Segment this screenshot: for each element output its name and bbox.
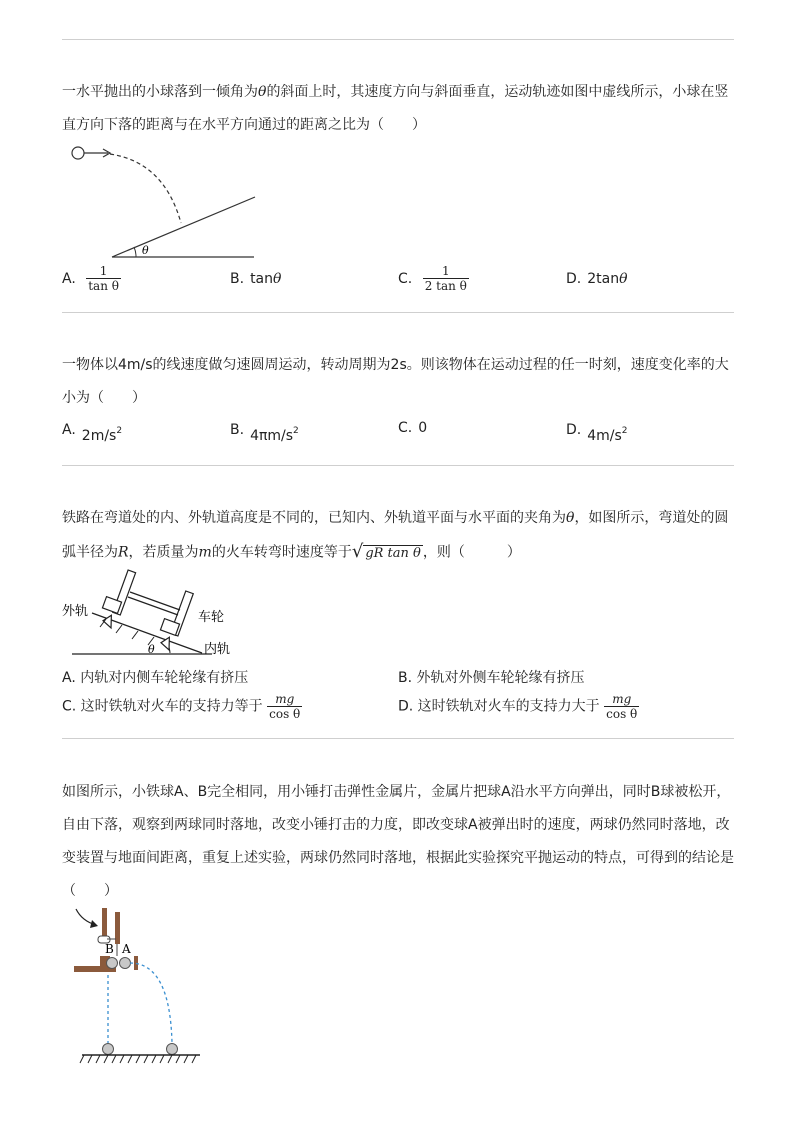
label-a: A: [122, 942, 131, 956]
q2-option-b[interactable]: B. $4\pi m/s^2$: [230, 422, 299, 444]
q4-apparatus-figure: [62, 903, 212, 1068]
angle-label: θ: [142, 244, 149, 257]
q3-option-c[interactable]: C. 这时铁轨对火车的支持力等于 $\frac{mg}{\text{cos θ}}$: [62, 692, 301, 721]
q2-option-c[interactable]: C. 0: [398, 420, 428, 436]
q1-option-d[interactable]: D. 2tanθ: [566, 271, 628, 287]
angle-arc: [134, 247, 136, 257]
q2-option-a[interactable]: A. $2m/s^2$: [62, 422, 123, 444]
q1-option-a[interactable]: A. $\frac{1}{\text{tan θ}}$: [62, 264, 119, 293]
projectile-path: [130, 963, 172, 1043]
q3-option-d[interactable]: D. 这时铁轨对火车的支持力大于 $\frac{mg}{\text{cos θ}}$: [398, 692, 638, 721]
q2-option-d[interactable]: D. $4m/s^2$: [566, 422, 628, 444]
sqrt-expression: √ gR tan θ: [351, 541, 421, 562]
trajectory-dashed: [110, 154, 181, 223]
divider-top: [62, 39, 734, 40]
label-b: B: [105, 942, 114, 956]
divider-3: [62, 738, 734, 739]
ball-a: [120, 958, 131, 969]
q3-stem: 铁路在弯道处的内、外轨道高度是不同的，已知内、外轨道平面与水平面的夹角为θ，如图所示，弯道处的圆弧半径为R，若质量为m的火车转弯时速度等于√ gR tan θ ，则（ ）: [62, 502, 737, 570]
divider-2: [62, 465, 734, 466]
inner-rail-label: 内轨: [204, 642, 231, 657]
fraction: $\frac{mg}{\text{cos θ}}$: [269, 692, 301, 721]
fraction: $\frac{mg}{\text{cos θ}}$: [606, 692, 638, 721]
q1-stem: 一水平抛出的小球落到一倾角为θ的斜面上时，其速度方向与斜面垂直，运动轨迹如图中虚线所示，小球在竖直方向下落的距离与在水平方向通过的距离之比为（ ）: [62, 84, 729, 133]
divider-1: [62, 312, 734, 313]
q1-incline-figure: [62, 140, 272, 265]
q2-stem: 一物体以4m/s的线速度做匀速圆周运动，转动周期为2s。则该物体在运动过程的任一时刻，速度变化率的大小为（ ）: [62, 357, 729, 406]
q3-rail-figure: [62, 565, 252, 660]
incline-line: [112, 197, 255, 257]
q1-option-b[interactable]: B. tanθ: [230, 271, 282, 287]
q3-option-a[interactable]: A. 内轨对内侧车轮轮缘有挤压: [62, 670, 249, 686]
fraction: $\frac{1}{\text{2 tan θ}}$: [424, 264, 467, 293]
ball: [72, 147, 84, 159]
wheel-label: 车轮: [198, 610, 225, 625]
q3-option-b[interactable]: B. 外轨对外侧车轮轮缘有挤压: [398, 670, 585, 686]
fraction: $\frac{1}{\text{tan θ}}$: [88, 264, 119, 293]
ball-b: [107, 958, 118, 969]
q4-stem: 如图所示，小铁球A、B完全相同，用小锤打击弹性金属片，金属片把球A沿水平方向弹出，同时B球被松开，自由下落，观察到两球同时落地，改变小锤打击的力度，即改变球A被弹出时的速度，两球仍然同时落地，改变装置与地面间距离，重复上述实验，两球仍然同时落地，根据此实验探究平抛运动的特点，可得到的结论是（ ）: [62, 784, 734, 899]
angle-label: θ: [148, 643, 155, 656]
q1-option-c[interactable]: C. $\frac{1}{\text{2 tan θ}}$: [398, 264, 467, 293]
outer-rail-label: 外轨: [62, 604, 89, 619]
